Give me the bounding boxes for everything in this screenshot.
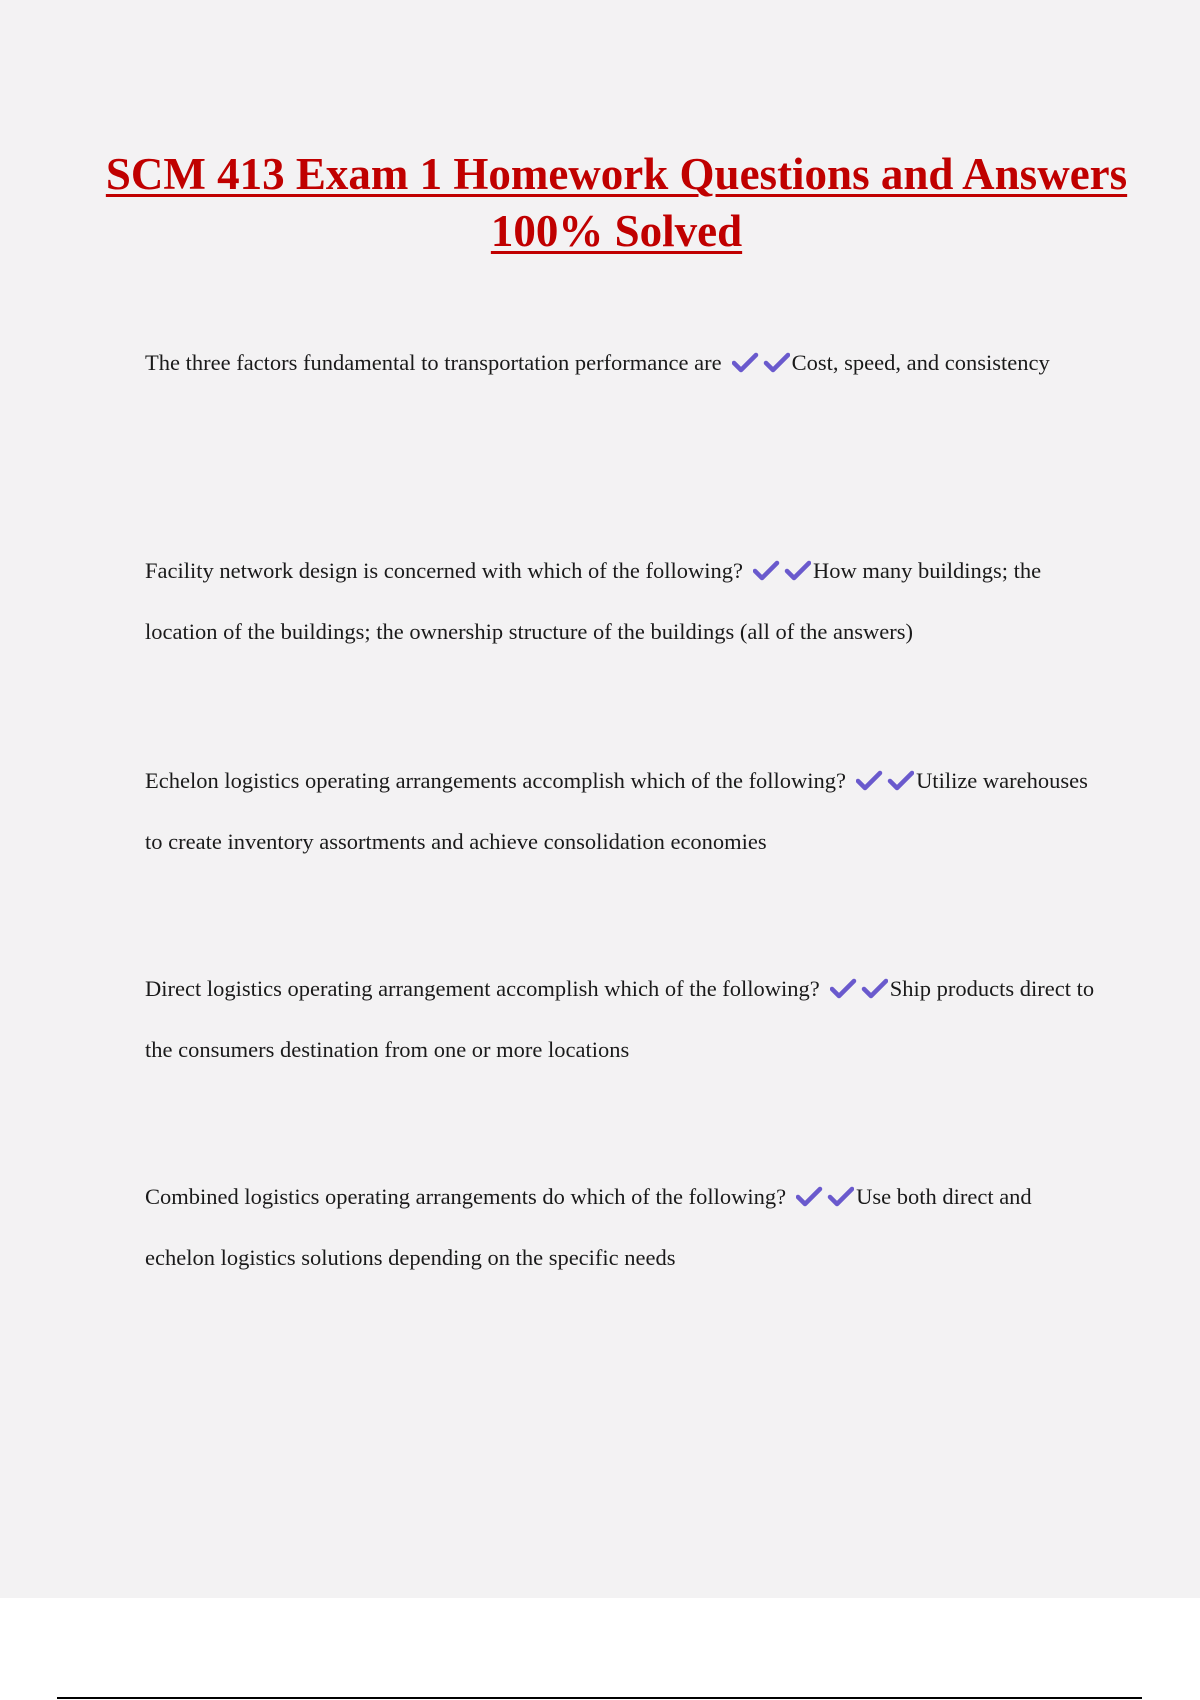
question-text: The three factors fundamental to transportation performance are [145,350,722,375]
answer-text: How many buildings; the location of the buildings; the ownership structure of the buildings (all of the answers) [145,558,1042,644]
document-title: SCM 413 Exam 1 Homework Questions and Answers 100% Solved [105,149,1128,256]
qa-item [145,540,1105,662]
question-text: Facility network design is concerned with which of the following? [145,558,743,583]
double-check-icon [753,560,811,582]
qa-item [145,958,1105,1080]
question-text: Direct logistics operating arrangement accomplish which of the following? [145,976,820,1001]
answer-text: Cost, speed, and consistency [791,350,1050,375]
answer-text: Ship products direct to the consumers destination from one or more locations [145,976,1095,1062]
double-check-icon [796,1186,854,1208]
qa-item [145,750,1105,872]
qa-item [145,1166,1105,1288]
question-text: Combined logistics operating arrangements do which of the following? [145,1184,787,1209]
question-text: Echelon logistics operating arrangements accomplish which of the following? [145,768,847,793]
double-check-icon [856,770,914,792]
answer-text: Utilize warehouses to create inventory assortments and achieve consolidation economies [145,768,1088,854]
double-check-icon [732,352,790,374]
answer-text: Use both direct and echelon logistics solutions depending on the specific needs [145,1184,1032,1270]
footer-divider [57,1697,1142,1699]
qa-item [145,332,1105,393]
double-check-icon [830,978,888,1000]
